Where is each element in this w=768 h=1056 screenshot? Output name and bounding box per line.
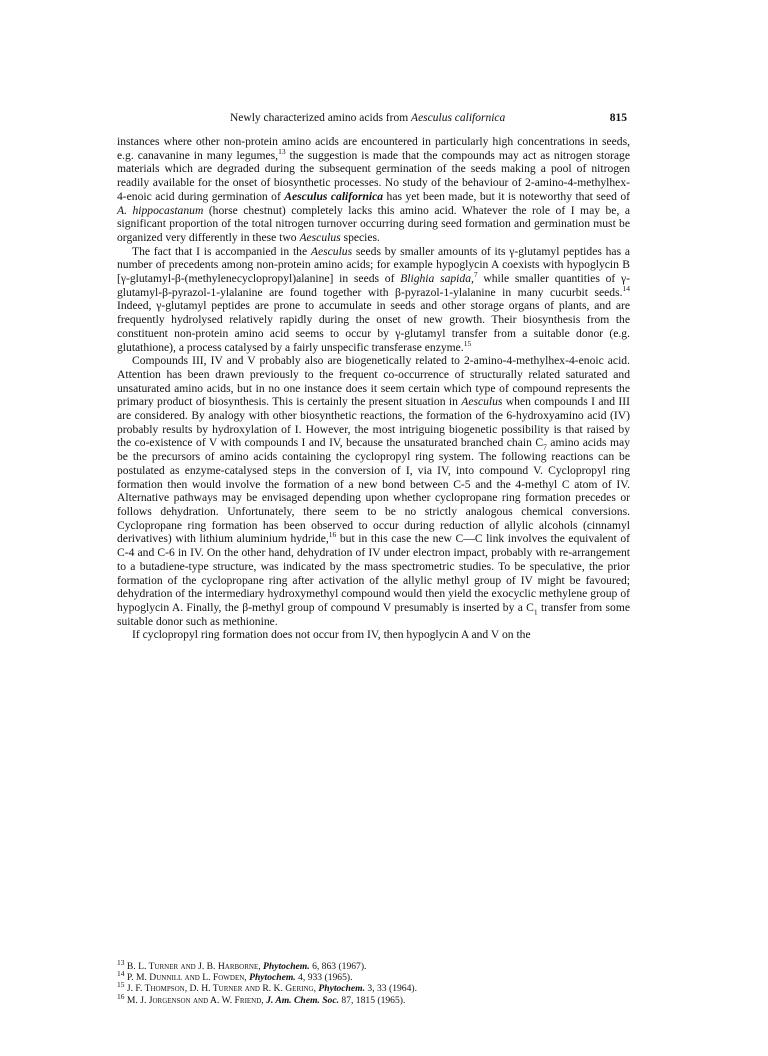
text-run: Aesculus (299, 230, 341, 244)
footnotes (117, 957, 630, 1006)
running-head-title (230, 111, 505, 125)
text-run: when compounds I and III are considered. By analogy with other biosynthetic reactions, the formation of the 6-hydroxyamino acid (IV) probably results by hydroxylation of I. However, the most intriguing biogenetic possibility is that raised by the co-existence of V with compounds I and IV, because the unsaturated branched chain C (117, 395, 630, 450)
running-head-title-italic: Aesculus californica (411, 112, 506, 124)
text-run: Aesculus (310, 244, 353, 258)
footnote-citation: 4, 933 (1965). (295, 972, 353, 984)
footnote-journal: Phytochem. (249, 972, 296, 984)
page-number: 815 (609, 112, 627, 124)
text-run: A. hippocastanum (117, 203, 204, 217)
text-run: the suggestion is made that the compounds may act as nitrogen storage materials which are degraded during the subsequent germination of the seeds making a pool of nitrogen readily available for the onset of biosynthetic processes. No study of the behaviour of 2-amino-4-methylhex-4-enoic acid during germination of (117, 148, 630, 203)
text-run: transfer from some suitable donor such as methionine. (117, 600, 630, 628)
reference-mark: 14 (622, 283, 630, 293)
body-text (117, 135, 630, 642)
footnote-authors: J. F. Thompson, D. H. Turner and R. K. Gering, (124, 983, 319, 995)
text-run: (horse chestnut) completely lacks this amino acid. Whatever the role of I may be, a significant proportion of the total nitrogen turnover occurring during seed formation and germination must be organized very differently in these two (117, 203, 630, 244)
footnote (117, 980, 630, 995)
footnote-number: 14 (117, 969, 125, 979)
body-paragraph (117, 628, 630, 642)
footnote-citation: 87, 1815 (1965). (339, 994, 406, 1006)
text-run: has yet been made, but it is noteworthy that seed of (383, 189, 630, 203)
reference-mark: 13 (278, 146, 286, 156)
footnote-citation: 3, 33 (1964). (365, 983, 417, 995)
footnote-journal: J. Am. Chem. Soc. (266, 994, 340, 1006)
text-run: Aesculus californica (284, 189, 384, 203)
text-run: Compounds III, IV and V probably also are biogenetically related to 2-amino-4-methylhex-4-enoic acid. Attention has been drawn previously to the frequent co-occurrence of structurally related saturated and unsaturated amino acids, but in no one instance does it seem certain which type of compound represents the primary product of biosynthesis. This is certainly the present situation in (117, 354, 630, 409)
text-run: The fact that I is accompanied in the (132, 244, 311, 258)
footnote (117, 969, 630, 984)
footnote (117, 957, 630, 972)
text-run: If cyclopropyl ring formation does not occur from IV, then hypoglycin A and V on the (132, 628, 531, 642)
footnote-authors: P. M. Dunnill and L. Fowden, (124, 972, 250, 984)
text-run: Indeed, γ-glutamyl peptides are prone to accumulate in seeds and other storage organs of plants, and are frequently hydrolysed relatively rapidly during the onset of new growth. Their biosynthesis from the constituent non-protein amino acid seems to occur by γ-glutamyl transfer from a suitable donor (e.g. glutathione), a process catalysed by a fairly unspecific transferase enzyme. (117, 299, 630, 354)
footnote-number: 15 (117, 980, 125, 990)
footnote-number: 16 (117, 991, 125, 1001)
text-run: species. (340, 230, 380, 244)
reference-mark: 7 (473, 270, 478, 280)
footnote-journal: Phytochem. (318, 983, 366, 995)
footnote-journal: Phytochem. (263, 961, 310, 972)
text-run: but in this case the new C—C link involves the equivalent of C-4 and C-6 in IV. On the other hand, dehydration of IV under electron impact, probably with re-arrangement to a butadiene-type structure, was indicated by the mass spectrometric studies. To be speculative, the prior formation of the cyclopropane ring after activation of the allylic methyl group of IV might be favoured; dehydration of the intermediary hydroxymethyl compound would then yield the exocyclic methylene group of hypoglycin A. Finally, the β-methyl group of compound V presumably is inserted by a C (117, 532, 630, 614)
text-run: 1 (533, 607, 538, 617)
text-run: while smaller quantities of γ-glutamyl-β-pyrazol-1-ylalanine are found together with β-pyrazol-1-ylalanine in many cucurbit seeds. (117, 272, 630, 299)
reference-mark: 15 (463, 338, 472, 348)
text-run: Aesculus (461, 395, 503, 409)
footnote-authors: B. L. Turner and J. B. Harborne, (124, 961, 264, 972)
body-paragraph (117, 354, 630, 628)
footnote-number: 13 (117, 957, 125, 967)
text-run: instances where other non-protein amino acids are encountered in particularly high concentrations in seeds, e.g. canavanine in many legumes, (117, 135, 630, 162)
running-head-title-text: Newly characterized amino acids from (230, 112, 412, 124)
text-run: 7 (543, 442, 547, 452)
body-paragraph (117, 135, 630, 245)
footnote-authors: M. J. Jorgenson and A. W. Friend, (124, 994, 267, 1006)
text-run: seeds by smaller amounts of its γ-glutamyl peptides has a number of precedents among non-protein amino acids; for example hypoglycin A coexists with hypoglycin B [γ-glutamyl-β-(methylenecyclopropyl)alanine] in seeds of (117, 244, 630, 286)
text-run: amino acids may be the precursors of amino acids containing the cyclopropyl ring system. The following reactions can be postulated as enzyme-catalysed steps in the conversion of I, via IV, into compound V. Cyclopropyl ring formation then would involve the formation of a new bond between C-5 and the 4-methyl C atom of IV. Alternative pathways may be envisaged depending upon whether cyclopropane ring formation precedes or follows dehydration. Unfortunately, there seem to be no strictly analogous chemical conversions. Cyclopropane ring formation has been observed to occur during reduction of allylic alcohols (cinnamyl derivatives) with lithium aluminium hydride, (117, 436, 630, 546)
reference-mark: 16 (328, 530, 337, 540)
text-run: Blighia sapida, (400, 272, 474, 286)
footnote-citation: 6, 863 (1967). (309, 961, 367, 972)
body-paragraph (117, 245, 630, 355)
footnote (117, 991, 630, 1006)
